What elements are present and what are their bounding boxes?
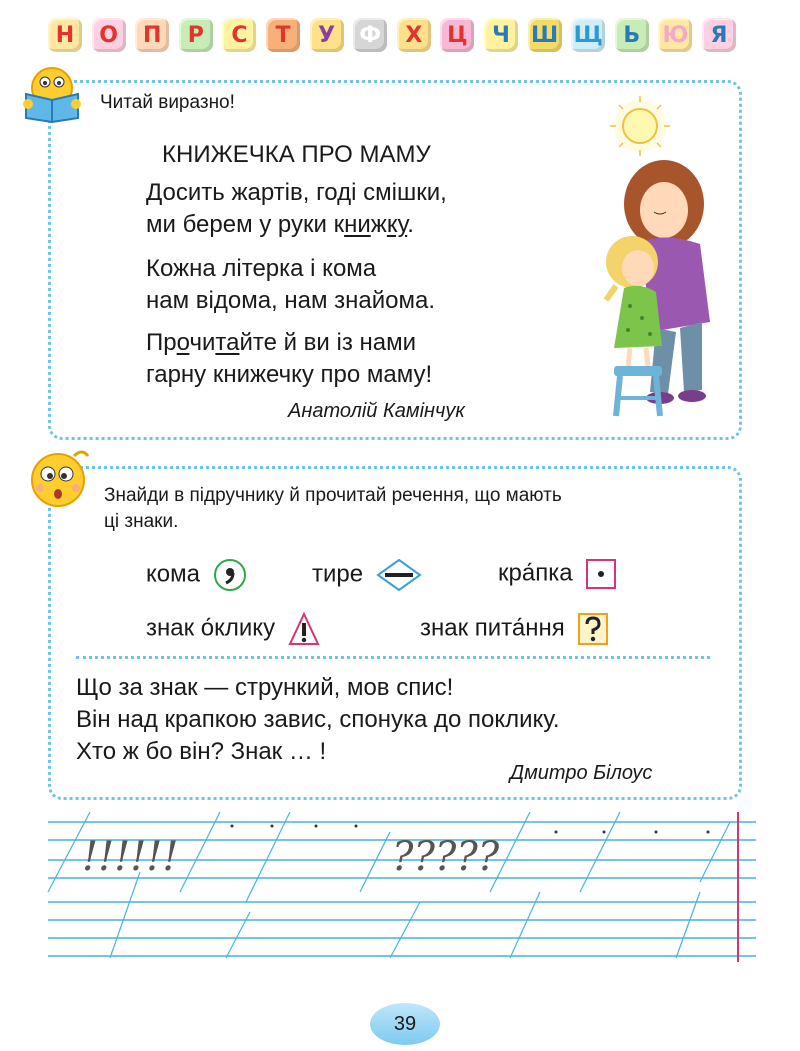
handwriting-ruling [0, 812, 800, 962]
poem-author: Анатолій Камінчук [288, 400, 465, 422]
alphabet-strip [48, 18, 748, 54]
exclamation-tracing: !!!!!! [82, 834, 179, 880]
alphabet-tile: Щ [571, 18, 605, 52]
riddle-line: Хто ж бо він? Знак … ! [76, 738, 327, 765]
alphabet-tile: Х [397, 18, 431, 52]
reading-emoji-icon [20, 64, 88, 124]
sign-coma [146, 558, 247, 592]
alphabet-tile: У [310, 18, 344, 52]
alphabet-tile: Ц [440, 18, 474, 52]
alphabet-tile: Я [702, 18, 736, 52]
poem-line: гарну книжечку про маму! [146, 361, 433, 388]
alphabet-tile: П [135, 18, 169, 52]
thinking-emoji-icon [24, 446, 94, 510]
alphabet-tile: Т [266, 18, 300, 52]
sign-coma-label: кома [146, 560, 200, 588]
sign-question [420, 612, 609, 646]
alphabet-tile: Ь [615, 18, 649, 52]
alphabet-tile: С [222, 18, 256, 52]
poem-line: Досить жартів, годі смішки, [146, 179, 447, 206]
period-icon [585, 558, 617, 590]
alphabet-tile: О [92, 18, 126, 52]
poem-line: Кожна літерка і кома [146, 255, 377, 282]
riddle-line: Він над крапкою завис, спонука до поклику. [76, 706, 560, 733]
poem-line: ми берем у руки книжку. [146, 211, 414, 238]
alphabet-tile: Ч [484, 18, 518, 52]
coma-icon [213, 558, 247, 592]
page-number: 39 [370, 1003, 440, 1045]
alphabet-tile: Ш [528, 18, 562, 52]
riddle-line: Що за знак — стрункий, мов спис! [76, 674, 454, 701]
sign-question-label: знак пита́ння [420, 614, 565, 642]
sign-exclamation-label: знак о́клику [146, 614, 276, 642]
question-icon [577, 612, 609, 646]
riddle-author: Дмитро Білоус [510, 762, 653, 784]
dash-icon [376, 558, 422, 592]
sign-exclamation [146, 612, 320, 646]
alphabet-tile: Р [179, 18, 213, 52]
question-tracing: ????? [392, 834, 500, 880]
alphabet-tile: Ю [658, 18, 692, 52]
sign-period [498, 558, 617, 590]
section-divider [76, 656, 710, 659]
sign-period-label: кра́пка [498, 559, 573, 587]
sign-dash-label: тире [312, 560, 364, 588]
reading-instruction: Читай виразно! [100, 92, 235, 113]
task-instruction-line: Знайди в підручнику й прочитай речення, що мають [104, 485, 562, 506]
alphabet-tile: Ф [353, 18, 387, 52]
task-instruction-line: ці знаки. [104, 511, 179, 532]
poem-title: КНИЖЕЧКА ПРО МАМУ [162, 141, 431, 168]
poem-line: нам відома, нам знайома. [146, 287, 436, 314]
sign-dash [312, 558, 422, 592]
exclamation-icon [288, 612, 320, 646]
poem-line: Прочитайте й ви із нами [146, 329, 416, 356]
mother-daughter-illustration [580, 92, 730, 426]
alphabet-tile: Н [48, 18, 82, 52]
